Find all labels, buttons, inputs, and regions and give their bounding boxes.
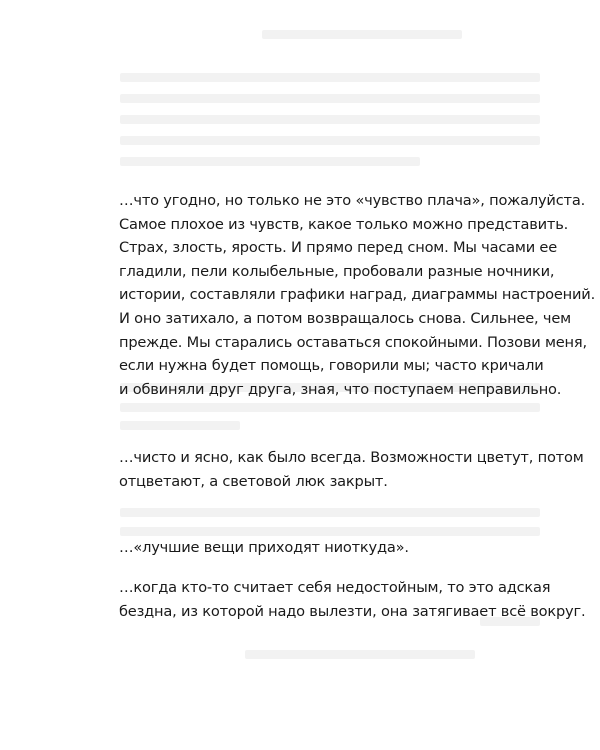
paragraph-best-things xyxy=(119,536,539,560)
text-line: …когда кто-то считает себя недостойным, то это адская xyxy=(119,579,551,596)
show-through-line xyxy=(120,157,420,166)
text-line: прежде. Мы старались оставаться спокойными. Позови меня, xyxy=(119,333,587,351)
show-through-line xyxy=(120,421,240,430)
paragraph-unworthy xyxy=(119,576,586,623)
show-through-line xyxy=(120,94,540,103)
text-line: отцветают, а световой люк закрыт. xyxy=(119,472,388,490)
paragraph-feeling-of-crying xyxy=(119,189,596,401)
show-through-line xyxy=(120,115,540,124)
text-line: истории, составляли графики наград, диаграммы настроений. xyxy=(119,286,596,304)
text-line: и обвиняли друг друга, зная, что поступаем неправильно. xyxy=(119,380,562,398)
show-through-line xyxy=(120,508,540,517)
text-line: …что угодно, но только не это «чувство плача», пожалуйста. xyxy=(119,192,586,209)
text-line: Страх, злость, ярость. И прямо перед сном. Мы часами ее xyxy=(119,239,557,257)
show-through-line xyxy=(120,403,540,412)
show-through-line xyxy=(120,136,540,145)
show-through-line xyxy=(120,73,540,82)
text-line: бездна, из которой надо вылезти, она затягивает всё вокруг. xyxy=(119,602,586,620)
text-line: И оно затихало, а потом возвращалось снова. Сильнее, чем xyxy=(119,309,571,327)
show-through-line xyxy=(262,30,462,39)
paragraph-clear-and-bright xyxy=(119,446,584,493)
text-line: …«лучшие вещи приходят ниоткуда». xyxy=(119,539,409,556)
text-line: если нужна будет помощь, говорили мы; часто кричали xyxy=(119,357,544,375)
show-through-line xyxy=(120,527,540,536)
text-line: …чисто и ясно, как было всегда. Возможности цветут, потом xyxy=(119,449,584,466)
show-through-line xyxy=(245,650,475,659)
text-line: гладили, пели колыбельные, пробовали разные ночники, xyxy=(119,262,555,280)
text-line: Самое плохое из чувств, какое только можно представить. xyxy=(119,215,569,233)
